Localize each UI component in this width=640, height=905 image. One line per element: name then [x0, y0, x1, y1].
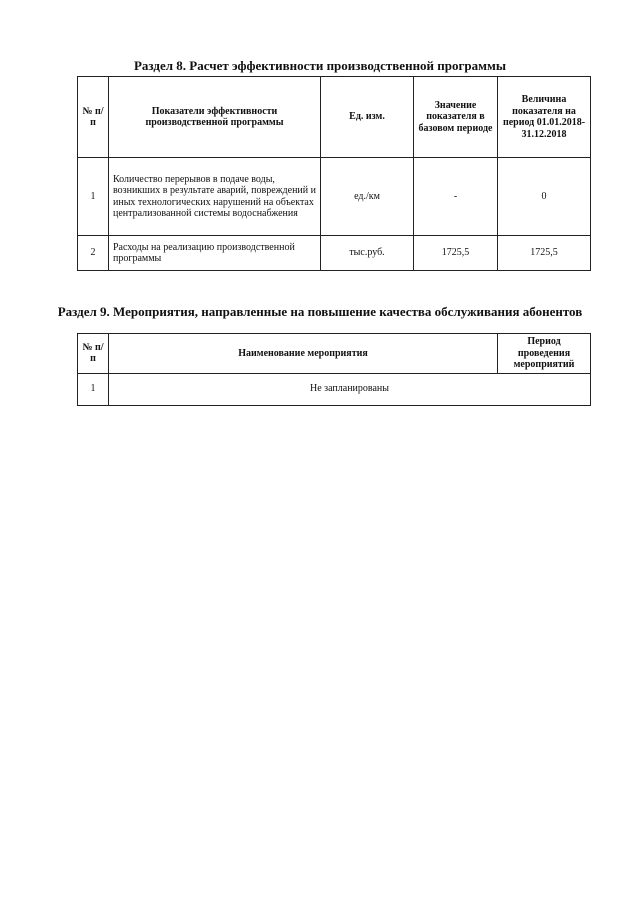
row-base-value: -	[414, 158, 498, 236]
row-base-value: 1725,5	[414, 236, 498, 271]
measures-table	[77, 333, 591, 406]
header-name: Наименование мероприятия	[109, 334, 498, 374]
table-header-row	[78, 77, 591, 158]
table-row	[78, 158, 591, 236]
row-indicator: Количество перерывов в подаче воды, возникших в результате аварий, повреждений и иных технологических нарушений на объектах централизованной системы водоснабжения	[109, 158, 321, 236]
section-9-title: Раздел 9. Мероприятия, направленные на повышение качества обслуживания абонентов	[57, 304, 583, 319]
efficiency-table	[77, 76, 591, 271]
header-num: № п/п	[78, 334, 109, 374]
row-period-value: 0	[498, 158, 591, 236]
row-indicator: Расходы на реализацию производственной программы	[109, 236, 321, 271]
table-row	[78, 373, 591, 405]
header-num: № п/п	[78, 77, 109, 158]
header-period-value: Величина показателя на период 01.01.2018-31.12.2018	[498, 77, 591, 158]
row-unit: ед./км	[321, 158, 414, 236]
row-num: 1	[78, 158, 109, 236]
header-indicator: Показатели эффективности производственной программы	[109, 77, 321, 158]
row-period-value: 1725,5	[498, 236, 591, 271]
table-header-row	[78, 334, 591, 374]
table-row	[78, 236, 591, 271]
header-period: Период проведения мероприятий	[498, 334, 591, 374]
row-unit: тыс.руб.	[321, 236, 414, 271]
row-num: 2	[78, 236, 109, 271]
section-8-title: Раздел 8. Расчет эффективности производственной программы	[133, 58, 507, 73]
row-num: 1	[78, 373, 109, 405]
header-unit: Ед. изм.	[321, 77, 414, 158]
header-base-value: Значение показателя в базовом периоде	[414, 77, 498, 158]
row-name: Не запланированы	[109, 373, 591, 405]
